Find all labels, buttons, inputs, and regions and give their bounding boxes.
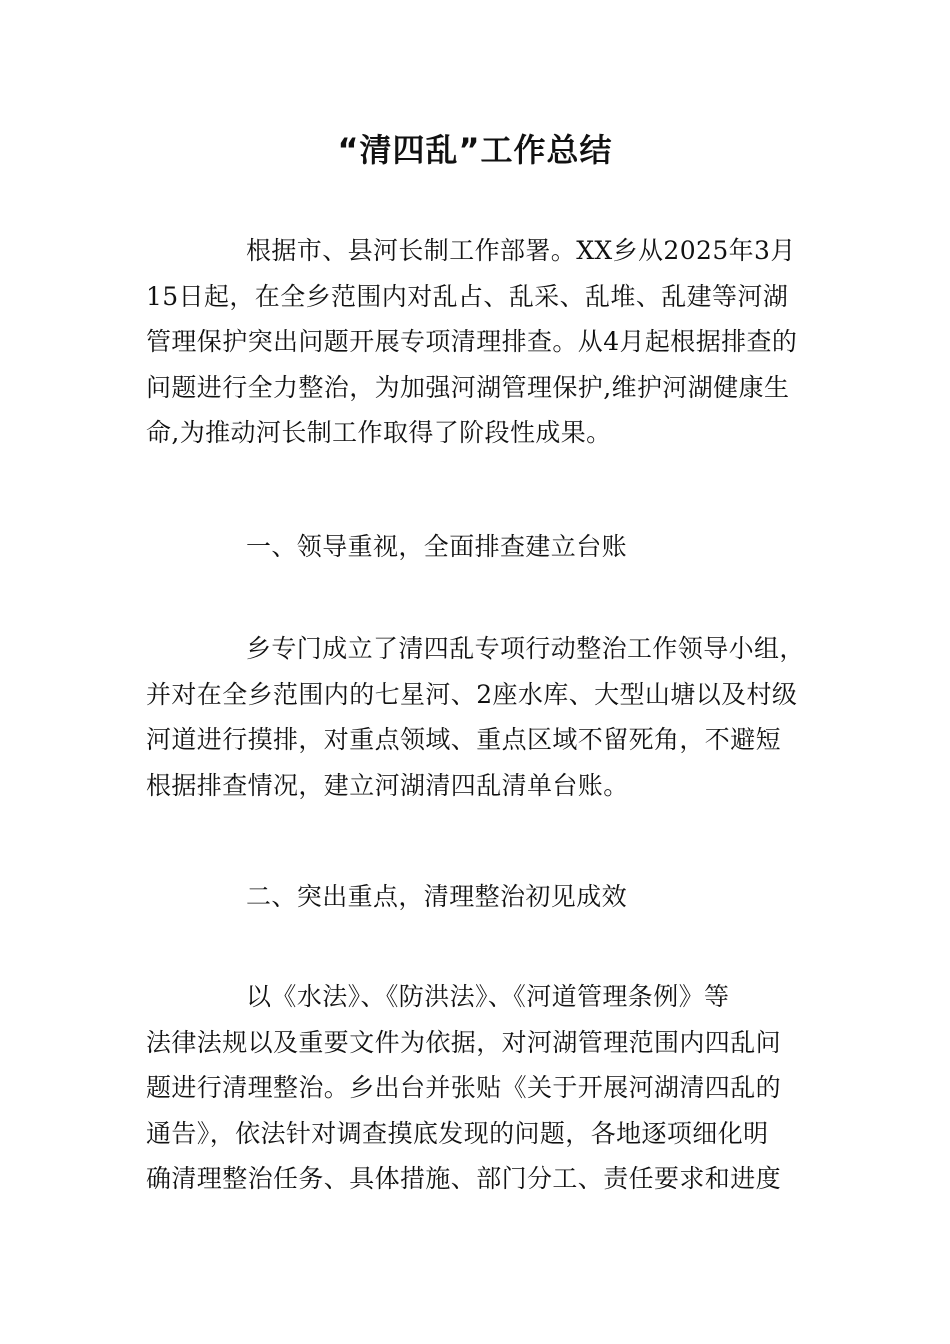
section-heading-1: 一、领导重视，全面排查建立台账 — [246, 532, 628, 561]
paragraph-line: 法律法规以及重要文件为依据，对河湖管理范围内四乱问 — [146, 1027, 782, 1057]
paragraph-line: 根据市、县河长制工作部署。XX乡从2025年3月 — [246, 236, 796, 265]
paragraph-line: 根据排查情况，建立河湖清四乱清单台账。 — [146, 770, 629, 800]
paragraph-line: 问题进行全力整治，为加强河湖管理保护,维护河湖健康生 — [146, 372, 790, 402]
paragraph-line: 确清理整治任务、具体措施、部门分工、责任要求和进度 — [146, 1164, 782, 1193]
paragraph-line: 通告》，依法针对调查摸底发现的问题，各地逐项细化明 — [146, 1118, 769, 1148]
paragraph-line: 管理保护突出问题开展专项清理排查。从4月起根据排查的 — [146, 327, 798, 356]
paragraph-intro — [146, 228, 812, 456]
paragraph-section-1 — [146, 626, 812, 808]
section-heading-2: 二、突出重点，清理整治初见成效 — [246, 882, 628, 911]
paragraph-line: 命,为推动河长制工作取得了阶段性成果。 — [146, 418, 612, 447]
paragraph-line: 并对在全乡范围内的七星河、2座水库、大型山塘以及村级 — [146, 679, 798, 709]
paragraph-line: 以《水法》、《防洪法》、《河道管理条例》等 — [246, 982, 730, 1011]
paragraph-section-2 — [146, 974, 812, 1202]
document-title: “清四乱”工作总结 — [337, 131, 613, 169]
paragraph-line: 15日起，在全乡范围内对乱占、乱采、乱堆、乱建等河湖 — [146, 281, 789, 311]
paragraph-line: 乡专门成立了清四乱专项行动整治工作领导小组， — [246, 634, 805, 663]
paragraph-line: 河道进行摸排，对重点领域、重点区域不留死角，不避短 — [146, 725, 782, 754]
paragraph-line: 题进行清理整治。乡出台并张贴《关于开展河湖清四乱的 — [146, 1073, 782, 1102]
